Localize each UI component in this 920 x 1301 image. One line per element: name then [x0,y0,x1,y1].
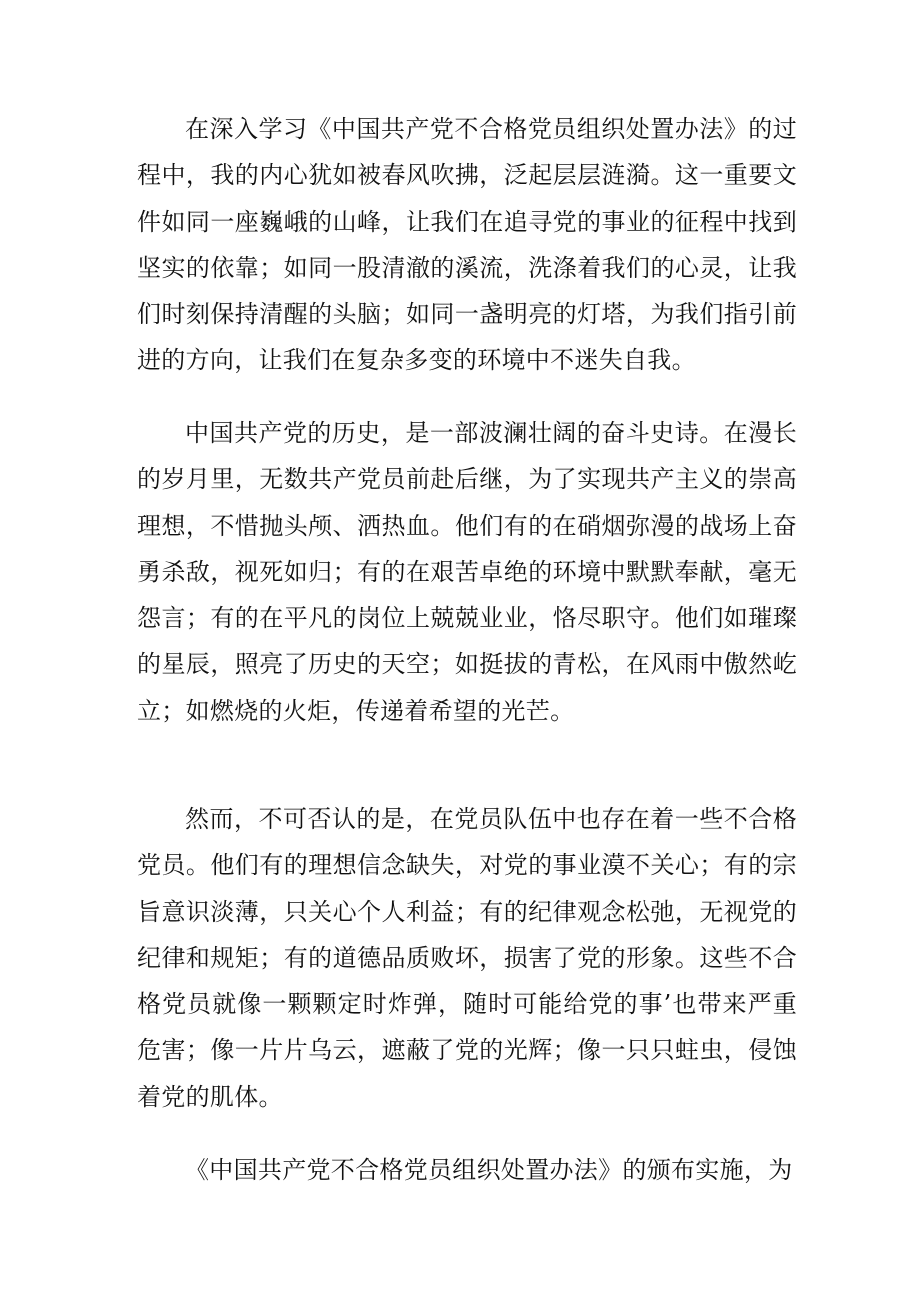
paragraph-1: 在深入学习《中国共产党不合格党员组织处置办法》的过程中，我的内心犹如被春风吹拂，泛起层层涟漪。这一重要文件如同一座巍峨的山峰，让我们在追寻党的事业的征程中找到坚实的依靠；如同一股清澈的溪流，洗涤着我们的心灵，让我们时刻保持清醒的头脑；如同一盏明亮的灯塔，为我们指引前进的方向，让我们在复杂多变的环境中不迷失自我。 [137,115,797,375]
paragraph-4: 《中国共产党不合格党员组织处置办法》的颁布实施，为 [185,1156,793,1184]
paragraph-3: 然而，不可否认的是，在党员队伍中也存在着一些不合格党员。他们有的理想信念缺失，对党的事业漠不关心；有的宗旨意识淡薄，只关心个人利益；有的纪律观念松弛，无视党的纪律和规矩；有的道德品质败坏，损害了党的形象。这些不合格党员就像一颗颗定时炸弹，随时可能给党的事’也带来严重危害；像一片片乌云，遮蔽了党的光辉；像一只只蛀虫，侵蚀着党的肌体。 [137,805,797,1111]
paragraph-2: 中国共产党的历史，是一部波澜壮阔的奋斗史诗。在漫长的岁月里，无数共产党员前赴后继，为了实现共产主义的崇高理想，不惜抛头颅、洒热血。他们有的在硝烟弥漫的战场上奋勇杀敌，视死如归；有的在艰苦卓绝的环境中默默奉献，毫无怨言；有的在平凡的岗位上兢兢业业，恪尽职守。他们如璀璨的星辰，照亮了历史的天空；如挺拔的青松，在风雨中傲然屹立；如燃烧的火炬，传递着希望的光芒。 [137,419,797,725]
